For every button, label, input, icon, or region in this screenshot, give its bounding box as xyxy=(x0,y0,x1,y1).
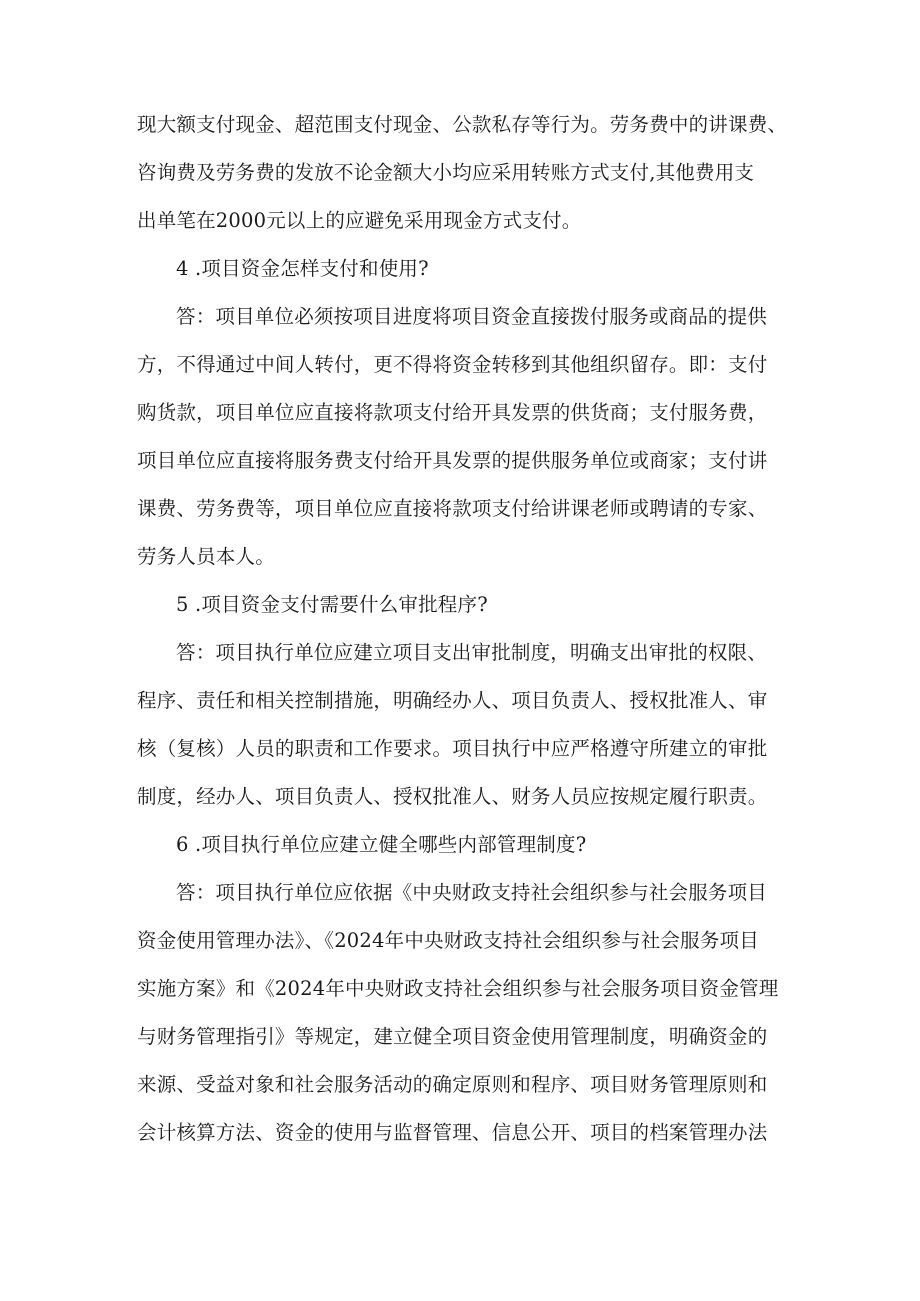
paragraph-line: 现大额支付现金、超范围支付现金、公款私存等行为。劳务费中的讲课费、 xyxy=(137,113,788,136)
paragraph-line: 方，不得通过中间人转付，更不得将资金转移到其他组织留存。即：支付 xyxy=(137,353,768,376)
paragraph-line: 课费、劳务费等，项目单位应直接将款项支付给讲课老师或聘请的专家、 xyxy=(137,497,768,520)
question-heading: 6 .项目执行单位应建立健全哪些内部管理制度? xyxy=(176,833,587,856)
paragraph-line: 出单笔在2000元以上的应避免采用现金方式支付。 xyxy=(137,209,582,232)
paragraph-line: 购货款，项目单位应直接将款项支付给开具发票的供货商；支付服务费， xyxy=(137,401,768,424)
paragraph-line: 核（复核）人员的职责和工作要求。项目执行中应严格遵守所建立的审批 xyxy=(137,737,768,760)
paragraph-line: 会计核算方法、资金的使用与监督管理、信息公开、项目的档案管理办法 xyxy=(137,1121,768,1144)
paragraph-line: 咨询费及劳务费的发放不论金额大小均应采用转账方式支付,其他费用支 xyxy=(137,161,755,184)
paragraph-line: 项目单位应直接将服务费支付给开具发票的提供服务单位或商家；支付讲 xyxy=(137,449,768,472)
paragraph-line: 实施方案》和《2024年中央财政支持社会组织参与社会服务项目资金管理 xyxy=(137,977,779,1000)
paragraph-line: 劳务人员本人。 xyxy=(137,545,275,568)
paragraph-line: 与财务管理指引》等规定，建立健全项目资金使用管理制度，明确资金的 xyxy=(137,1025,768,1048)
paragraph-line: 程序、责任和相关控制措施，明确经办人、项目负责人、授权批准人、审 xyxy=(137,689,768,712)
paragraph-line: 资金使用管理办法》、《2024年中央财政支持社会组织参与社会服务项目 xyxy=(137,929,759,952)
paragraph-line: 来源、受益对象和社会服务活动的确定原则和程序、项目财务管理原则和 xyxy=(137,1073,768,1096)
paragraph-line: 制度，经办人、项目负责人、授权批准人、财务人员应按规定履行职责。 xyxy=(137,785,768,808)
answer-line: 答：项目执行单位应建立项目支出审批制度，明确支出审批的权限、 xyxy=(176,641,768,664)
question-heading: 5 .项目资金支付需要什么审批程序? xyxy=(176,593,488,616)
answer-line: 答：项目执行单位应依据《中央财政支持社会组织参与社会服务项目 xyxy=(176,881,768,904)
question-heading: 4 .项目资金怎样支付和使用? xyxy=(176,257,429,280)
answer-line: 答：项目单位必须按项目进度将项目资金直接拨付服务或商品的提供 xyxy=(176,305,768,328)
